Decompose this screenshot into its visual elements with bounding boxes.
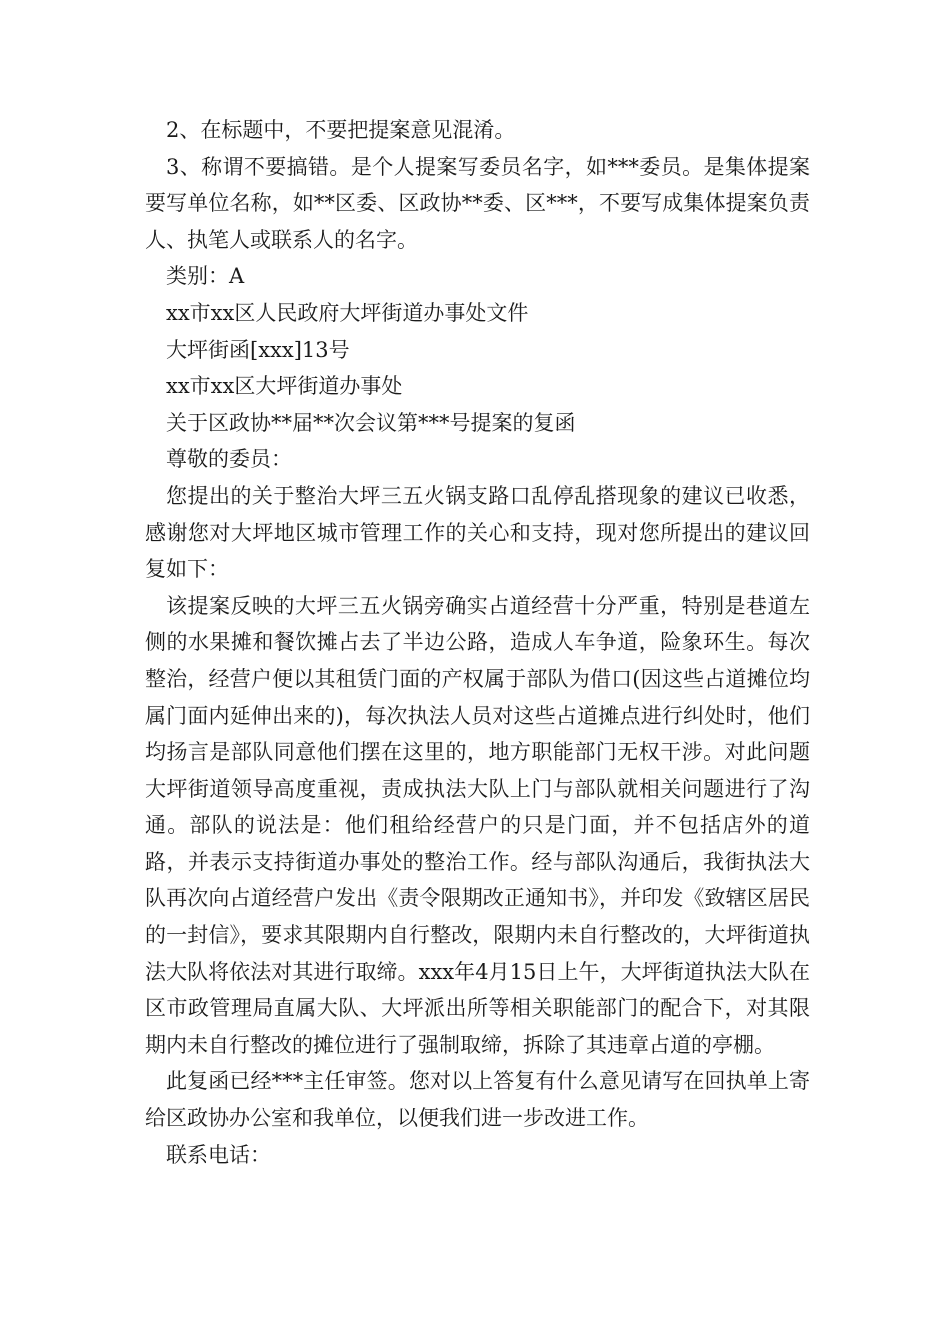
paragraph-title-rule: 2、在标题中，不要把提案意见混淆。 — [166, 118, 516, 142]
paragraph-salutation-rule: 3、称谓不要搞错。是个人提案写委员名字，如***委员。是集体提案要写单位名称，如**区委、区政协**委、区***，不要写成集体提案负责人、执笔人或联系人的名字。 — [145, 154, 810, 252]
paragraph-issuer: xx市xx区人民政府大坪街道办事处文件 — [166, 300, 529, 325]
paragraph-contact-phone: 联系电话： — [166, 1142, 271, 1167]
paragraph-acknowledgement: 您提出的关于整治大坪三五火锅支路口乱停乱搭现象的建议已收悉，感谢您对大坪地区城市管理工作的关心和支持，现对您所提出的建议回复如下： — [145, 483, 810, 582]
paragraph-greeting: 尊敬的委员： — [166, 447, 292, 472]
paragraph-closing: 此复函已经***主任审签。您对以上答复有什么意见请写在回执单上寄给区政协办公室和我单位，以便我们进一步改进工作。 — [145, 1069, 810, 1131]
paragraph-office: xx市xx区大坪街道办事处 — [166, 374, 403, 399]
paragraph-subject: 关于区政协**届**次会议第***号提案的复函 — [166, 410, 576, 435]
document-body — [145, 112, 810, 1173]
paragraph-category: 类别：A — [166, 264, 245, 289]
paragraph-document-number: 大坪街函[xxx]13号 — [166, 337, 350, 362]
paragraph-response-body: 该提案反映的大坪三五火锅旁确实占道经营十分严重，特别是巷道左侧的水果摊和餐饮摊占去了半边公路，造成人车争道，险象环生。每次整治，经营户便以其租赁门面的产权属于部队为借口(因这些占道摊位均属门面内延伸出来的)，每次执法人员对这些占道摊点进行纠处时，他们均扬言是部队同意他们摆在这里的，地方职能部门无权干涉。对此问题大坪街道领导高度重视，责成执法大队上门与部队就相关问题进行了沟通。部队的说法是：他们租给经营户的只是门面，并不包括店外的道路，并表示支持街道办事处的整治工作。经与部队沟通后，我街执法大队再次向占道经营户发出《责令限期改正通知书》，并印发《致辖区居民的一封信》，要求其限期内自行整改，限期内未自行整改的，大坪街道执法大队将依法对其进行取缔。xxx年4月15日上午，大坪街道执法大队在区市政管理局直属大队、大坪派出所等相关职能部门的配合下，对其限期内未自行整改的摊位进行了强制取缔，拆除了其违章占道的亭棚。 — [145, 593, 810, 1057]
